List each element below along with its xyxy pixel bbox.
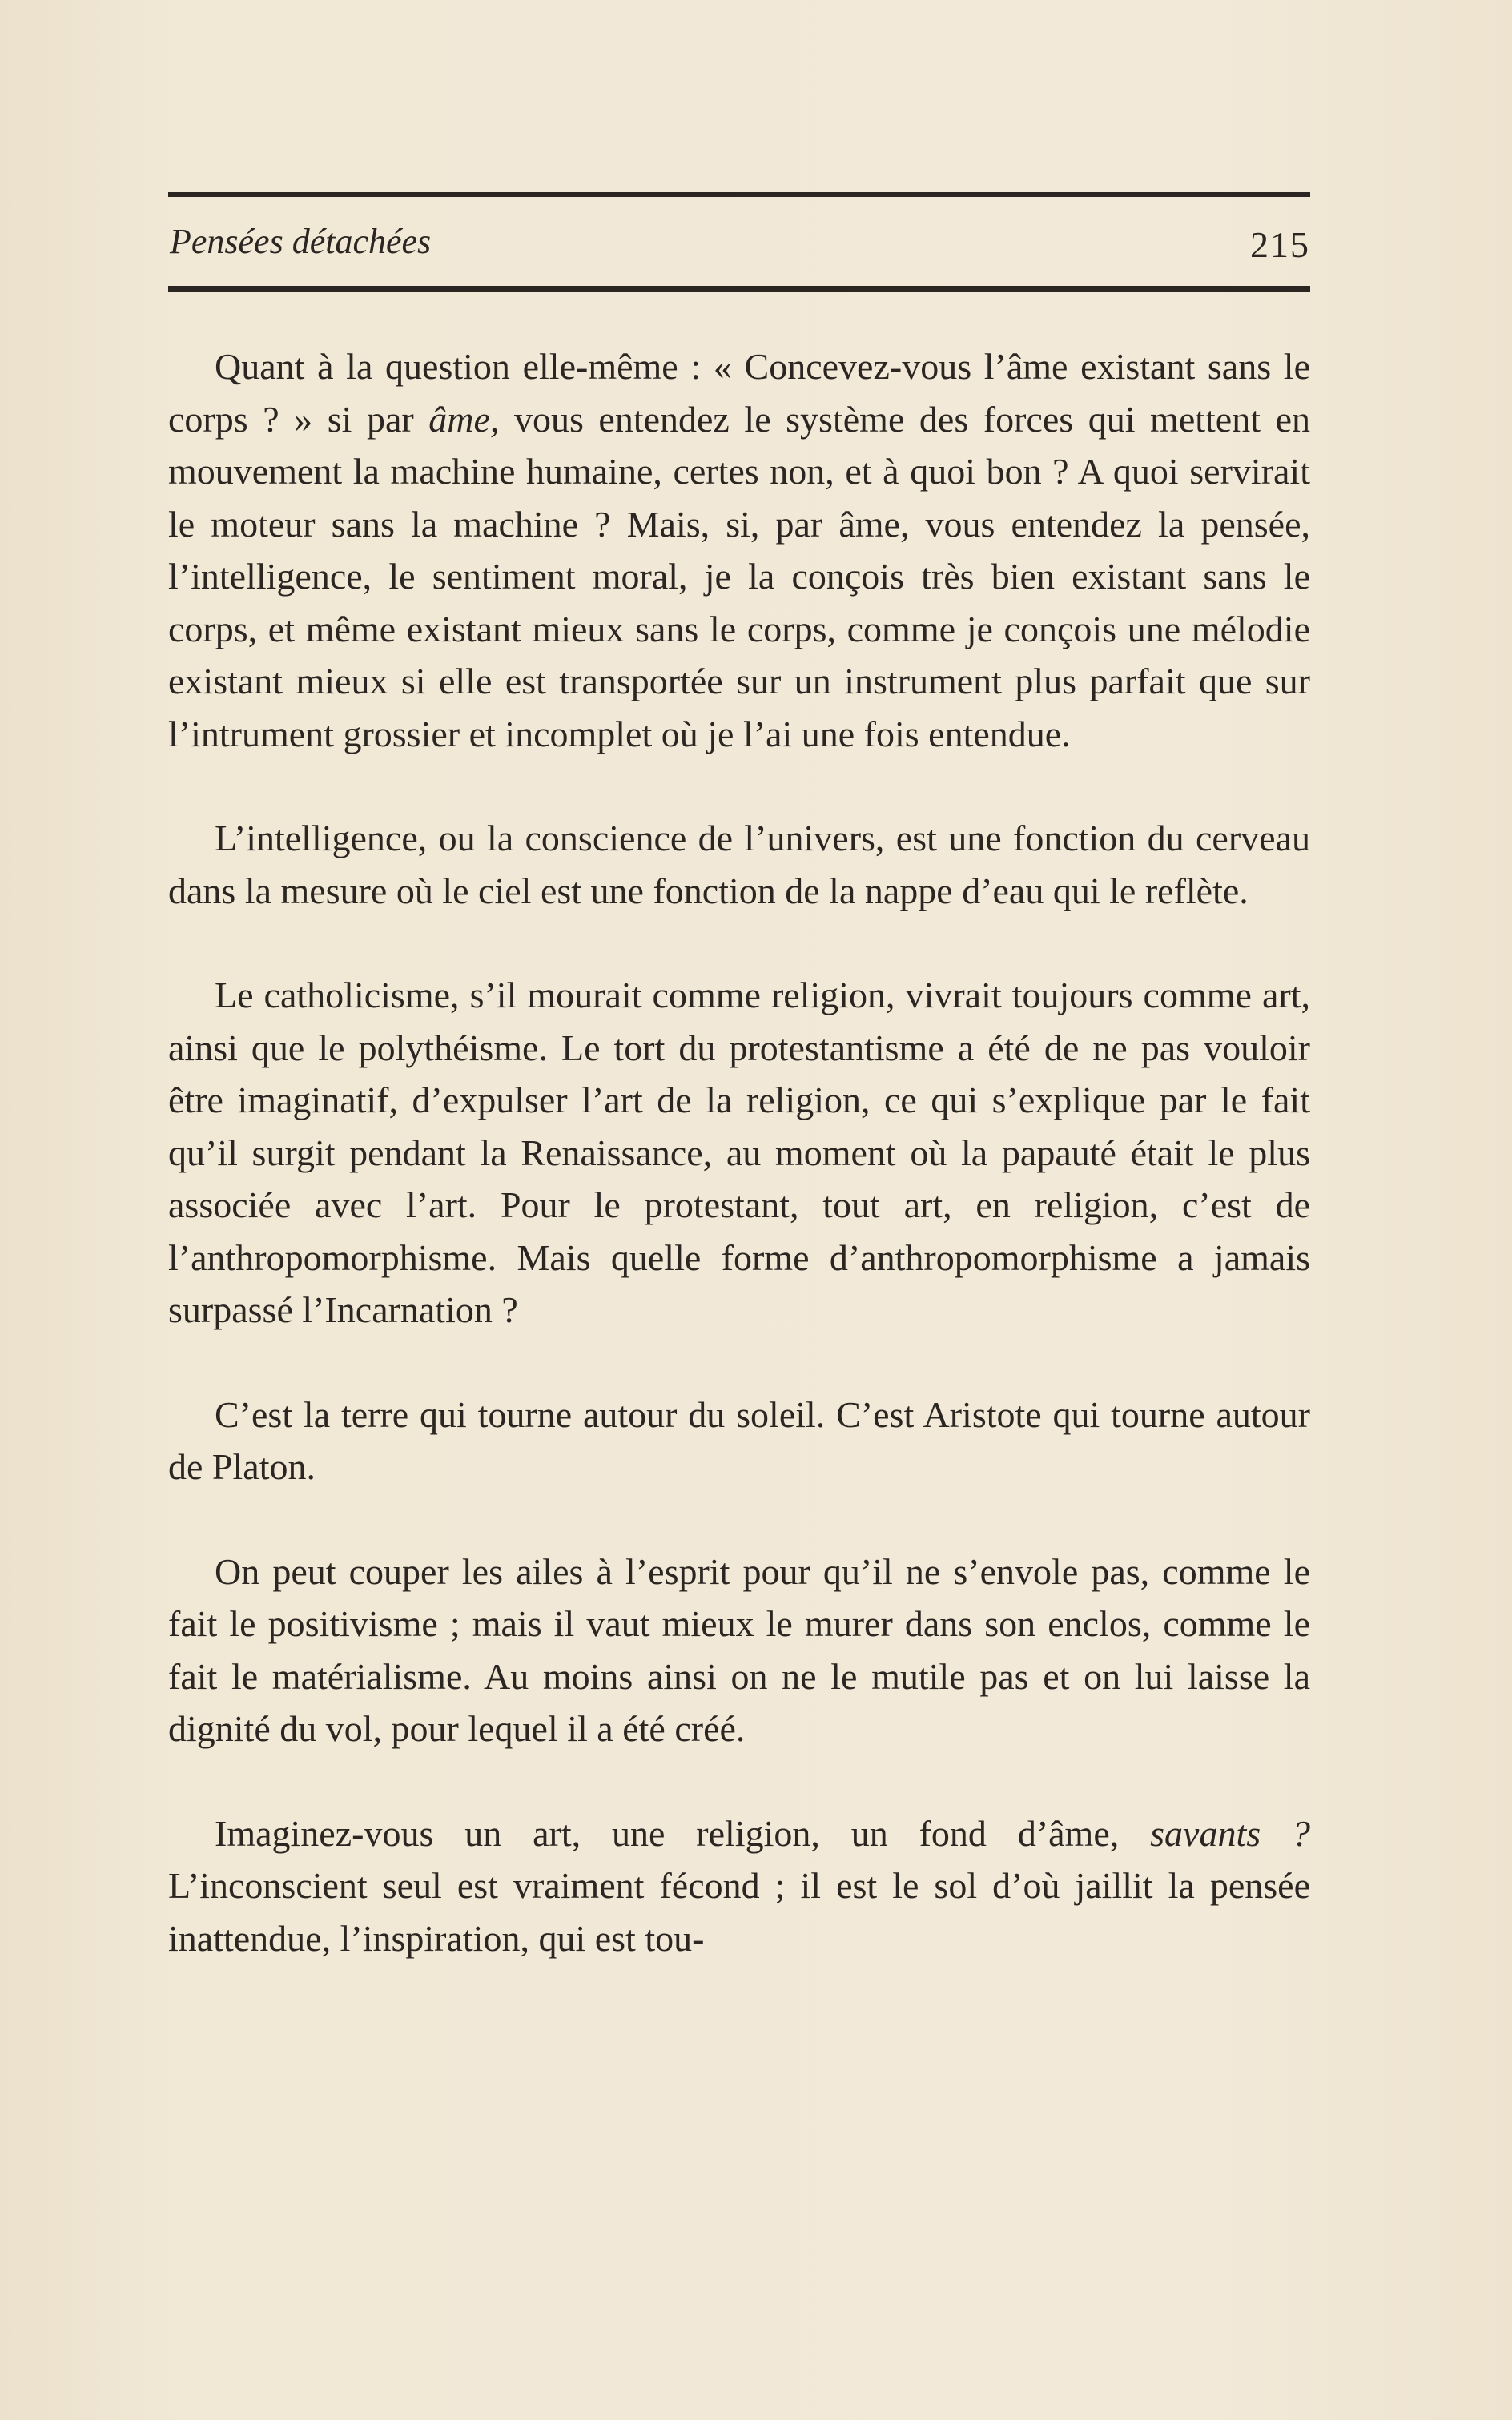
paragraph-intelligence <box>168 812 1310 917</box>
paragraph-ame <box>168 340 1310 760</box>
page-number: 215 <box>1250 224 1310 265</box>
paragraph-terre-soleil <box>168 1389 1310 1493</box>
paragraph-ailes-esprit <box>168 1546 1310 1755</box>
paragraph-text: On peut couper les ailes à l’esprit pour qu’il ne s’envole pas, comme le fait le positivisme ; mais il vaut mieux le murer dans son enclos, comme le fait le matérialisme. Au moins ainsi on ne le mutile pas et on lui laisse la dignité du vol, pour lequel il a été créé. <box>168 1550 1310 1749</box>
paragraph-text: C’est la terre qui tourne autour du soleil. C’est Aristote qui tourne autour de Platon. <box>168 1393 1310 1487</box>
paragraph-catholicisme <box>168 969 1310 1337</box>
paragraph-text: Imaginez-vous un art, une religion, un fond d’âme, <box>215 1812 1151 1854</box>
header-rule-bottom <box>168 286 1310 292</box>
paragraph-text: Le catholicisme, s’il mourait comme religion, vivrait toujours comme art, ainsi que le polythéisme. Le tort du protestantisme a été de ne pas vouloir être imaginatif, d’expulser l’art de la religion, ce qui s’explique par le fait qu’il surgit pendant la Renaissance, au moment où la papauté était le plus associée avec l’art. Pour le protestant, tout art, en religion, c’est de l’anthropomorphisme. Mais quelle forme d’anthropomorphisme a jamais surpassé l’Incarnation ? <box>168 975 1310 1330</box>
paragraph-text: L’inconscient seul est vraiment fécond ; il est le sol d’où jaillit la pensée inattendue, l’inspiration, qui est tou- <box>168 1865 1310 1959</box>
paragraph-text: Quant à la question elle-même : « Concevez-vous l’âme existant sans le corps ? » si par <box>168 346 1310 440</box>
paragraph-italic: âme, <box>428 398 500 440</box>
paragraph-italic: savants ? <box>1150 1812 1311 1854</box>
paragraph-text: vous entendez le système des forces qui mettent en mouvement la machine humaine, certes non, et à quoi bon ? A quoi servirait le moteur sans la machine ? Mais, si, par âme, vous entendez la pensée, l’intelligence, le sentiment moral, je la conçois très bien existant sans le corps, et même existant mieux sans le corps, comme je conçois une mélodie existant mieux si elle est transportée sur un instrument plus parfait que sur l’intrument grossier et incomplet où je l’ai une fois entendue. <box>168 398 1310 754</box>
running-title: Pensées détachées <box>170 222 432 261</box>
paragraph-text: L’intelligence, ou la conscience de l’univers, est une fonction du cerveau dans la mesure où le ciel est une fonction de la nappe d’eau qui le reflète. <box>168 818 1310 911</box>
paragraph-inconscient <box>168 1807 1310 1965</box>
header-rule-top <box>168 192 1310 197</box>
body-text <box>168 340 1310 2016</box>
